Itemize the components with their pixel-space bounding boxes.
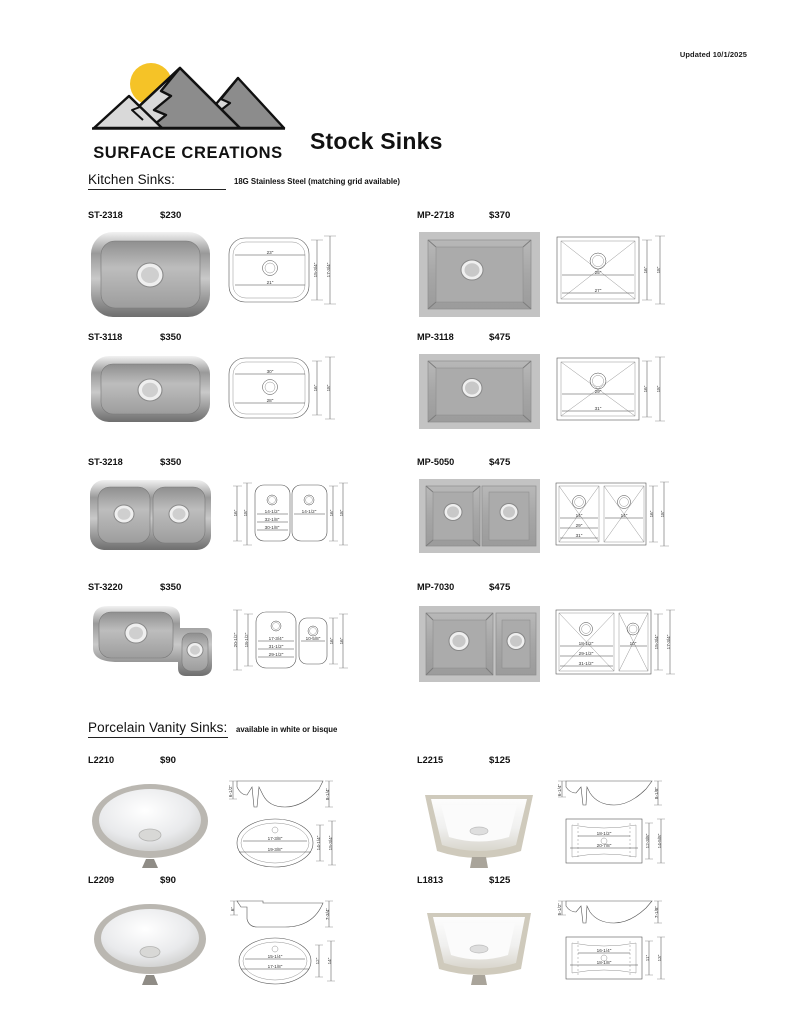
dim-top: 15-1/4" — [267, 954, 283, 959]
dim-bottom: 19-3/8" — [267, 847, 283, 852]
product-diagram-st-2318 — [223, 228, 341, 320]
product-body — [417, 600, 677, 688]
product-header — [417, 457, 670, 468]
dim-top: 23" — [266, 250, 274, 255]
dim-left-bowl: 17-3/4" — [268, 636, 284, 641]
product-diagram-st-3218 — [223, 475, 348, 555]
product-header — [417, 332, 670, 343]
dim-bottom: 21" — [266, 280, 274, 285]
product-sku: L2215 — [417, 755, 444, 765]
product-price: $125 — [489, 755, 511, 766]
dim-h2: 15-3/4" — [328, 835, 333, 851]
dim-right-bowl: 14-1/2" — [301, 509, 317, 514]
product-sku: ST-2318 — [88, 210, 123, 220]
product-st-3220[interactable] — [88, 582, 348, 688]
product-sku: ST-3220 — [88, 582, 123, 592]
product-photo-l2215 — [417, 773, 542, 871]
dim-bottom: 31" — [575, 533, 583, 538]
product-st-3118[interactable] — [88, 332, 341, 430]
dim-side-h2: 7-3/4" — [325, 907, 330, 921]
product-header — [417, 755, 670, 766]
dim-top: 16-1/4" — [596, 948, 612, 953]
product-body — [88, 600, 348, 688]
dim-top: 29" — [594, 389, 602, 394]
product-price: $475 — [489, 332, 511, 343]
dim-h2: 18" — [656, 266, 661, 274]
surface-creations-logo — [88, 58, 288, 163]
product-diagram-st-3118 — [223, 350, 341, 430]
product-diagram-mp-5050 — [552, 475, 670, 557]
dim-h2: 18" — [243, 509, 248, 517]
product-mp-5050[interactable] — [417, 457, 670, 557]
dim-top: 17-3/8" — [267, 836, 283, 841]
dim-h1: 16" — [329, 637, 334, 645]
product-header — [417, 875, 670, 886]
product-body — [88, 228, 341, 320]
brand-header — [88, 58, 443, 163]
vanity-section-header — [0, 720, 791, 738]
product-photo-st-3118 — [88, 350, 213, 430]
dim-h1: 12-3/8" — [645, 833, 650, 849]
section-porcelain-vanity-sinks — [0, 720, 791, 738]
product-header — [88, 875, 341, 886]
product-l2215[interactable] — [417, 755, 670, 871]
vanity-section-title: Porcelain Vanity Sinks: — [88, 720, 228, 738]
dim-top: 30" — [266, 369, 274, 374]
dim-h1: 14-1/4" — [316, 835, 321, 851]
product-photo-l1813 — [417, 893, 542, 988]
dim-bottom: 18-1/8" — [596, 960, 612, 965]
dim-h1: 15-3/4" — [313, 262, 318, 278]
dim-mid: 32-1/8" — [264, 517, 280, 522]
dim-mid: 31-1/2" — [268, 644, 284, 649]
product-body — [88, 893, 341, 988]
dim-bottom: 30-1/8" — [264, 525, 280, 530]
product-price: $230 — [160, 210, 182, 221]
dim-h1: 16" — [643, 385, 648, 393]
product-price: $90 — [160, 755, 177, 766]
dim-top: 25" — [594, 270, 602, 275]
product-photo-l2210 — [88, 773, 213, 871]
product-price: $370 — [489, 210, 511, 221]
product-price: $475 — [489, 582, 511, 593]
product-diagram-mp-7030 — [552, 600, 677, 688]
dim-side-h2: 8-1/4" — [325, 787, 330, 801]
dim-h2: 18" — [656, 385, 661, 393]
product-mp-3118[interactable] — [417, 332, 670, 432]
dim-h1: 16" — [649, 510, 654, 518]
product-header — [88, 582, 348, 593]
product-mp-7030[interactable] — [417, 582, 677, 688]
dim-bottom: 27" — [594, 288, 602, 293]
dim-side-h1: 6" — [230, 906, 235, 912]
product-mp-2718[interactable] — [417, 210, 670, 320]
dim-h1: 12" — [315, 957, 320, 965]
product-price: $350 — [160, 582, 182, 593]
dim-h3: 16" — [329, 509, 334, 517]
product-price: $125 — [489, 875, 511, 886]
product-body — [417, 773, 670, 871]
product-diagram-mp-3118 — [552, 350, 670, 432]
product-header — [88, 755, 341, 766]
dim-right-bowl: 10" — [629, 641, 637, 646]
dim-h2: 17-3/4" — [666, 634, 671, 650]
dim-h2: 18" — [326, 384, 331, 392]
product-sku: MP-5050 — [417, 457, 455, 467]
section-kitchen-sinks — [0, 172, 791, 190]
product-photo-mp-7030 — [417, 600, 542, 688]
product-l1813[interactable] — [417, 875, 670, 988]
product-sku: MP-3118 — [417, 332, 454, 342]
product-sku: L1813 — [417, 875, 444, 885]
product-diagram-l1813 — [552, 893, 670, 988]
product-photo-st-2318 — [88, 228, 213, 320]
dim-bottom: 20-7/8" — [596, 843, 612, 848]
product-body — [88, 773, 341, 871]
product-photo-mp-2718 — [417, 228, 542, 320]
product-body — [88, 475, 348, 555]
dim-h2: 14" — [327, 957, 332, 965]
product-sku: ST-3118 — [88, 332, 123, 342]
product-l2209[interactable] — [88, 875, 341, 988]
updated-date: Updated 10/1/2025 — [679, 50, 747, 59]
dim-left-bowl: 18-1/2" — [578, 641, 594, 646]
kitchen-section-header — [0, 172, 791, 190]
product-sku: MP-7030 — [417, 582, 455, 592]
product-body — [88, 350, 341, 430]
product-diagram-st-3220 — [223, 600, 348, 688]
product-diagram-l2210 — [223, 773, 341, 871]
dim-side-h1: 5-1/2" — [557, 902, 562, 916]
kitchen-section-title: Kitchen Sinks: — [88, 172, 226, 190]
dim-h2: 14-5/8" — [657, 833, 662, 849]
dim-left-bowl: 14-1/2" — [264, 509, 280, 514]
dim-bottom: 31" — [594, 406, 602, 411]
product-sku: L2209 — [88, 875, 115, 885]
product-header — [417, 582, 677, 593]
product-photo-st-3218 — [88, 475, 213, 555]
product-header — [417, 210, 670, 221]
dim-side-h2: 8-1/8" — [654, 786, 659, 800]
product-st-3218[interactable] — [88, 457, 348, 555]
product-sku: L2210 — [88, 755, 115, 765]
product-photo-mp-3118 — [417, 350, 542, 432]
dim-bottom: 31-1/2" — [578, 661, 594, 666]
product-price: $350 — [160, 332, 182, 343]
product-price: $350 — [160, 457, 182, 468]
dim-bottom: 28" — [266, 398, 274, 403]
product-diagram-mp-2718 — [552, 228, 670, 320]
dim-h1: 16" — [313, 384, 318, 392]
dim-side-h2: 7-1/8" — [654, 905, 659, 919]
dim-hv2: 18-1/2" — [244, 632, 249, 648]
kitchen-section-note: 18G Stainless Steel (matching grid available) — [234, 177, 400, 186]
dim-h2: 18" — [660, 510, 665, 518]
logo-wordmark: SURFACE CREATIONS — [93, 144, 283, 162]
dim-right-bowl: 10-5/8" — [305, 636, 321, 641]
product-body — [417, 228, 670, 320]
dim-hv1: 20-1/2" — [233, 632, 238, 648]
dim-mid: 29" — [575, 523, 583, 528]
dim-right-bowl: 14" — [620, 513, 628, 518]
product-header — [88, 210, 341, 221]
dim-h1: 11" — [645, 954, 650, 962]
product-header — [88, 457, 348, 468]
dim-h1: 15-3/4" — [654, 634, 659, 650]
product-body — [417, 350, 670, 432]
dim-side-h1: 6-1/4" — [557, 783, 562, 797]
product-photo-mp-5050 — [417, 475, 542, 557]
product-photo-l2209 — [88, 893, 213, 988]
dim-bottom: 17-1/8" — [267, 964, 283, 969]
dim-top: 18-1/2" — [596, 831, 612, 836]
dim-mid: 29-1/2" — [578, 651, 594, 656]
dim-side-h1: 6-1/2" — [228, 784, 233, 798]
dim-h1: 16" — [643, 266, 648, 274]
dim-h1: 16" — [233, 509, 238, 517]
page-title: Stock Sinks — [310, 128, 443, 154]
vanity-section-note: available in white or bisque — [236, 725, 338, 734]
dim-left-bowl: 14" — [575, 513, 583, 518]
product-sku: MP-2718 — [417, 210, 455, 220]
product-price: $475 — [489, 457, 511, 468]
product-sku: ST-3218 — [88, 457, 123, 467]
product-l2210[interactable] — [88, 755, 341, 871]
product-body — [417, 893, 670, 988]
product-diagram-l2215 — [552, 773, 670, 871]
product-body — [417, 475, 670, 557]
dim-h2: 17-3/4" — [326, 262, 331, 278]
product-header — [88, 332, 341, 343]
product-diagram-l2209 — [223, 893, 341, 988]
dim-bottom: 29-1/2" — [268, 652, 284, 657]
dim-h4: 18" — [339, 509, 344, 517]
dim-h2: 16" — [339, 637, 344, 645]
dim-h2: 13" — [657, 954, 662, 962]
product-st-2318[interactable] — [88, 210, 341, 320]
product-price: $90 — [160, 875, 177, 886]
product-photo-st-3220 — [88, 600, 213, 688]
